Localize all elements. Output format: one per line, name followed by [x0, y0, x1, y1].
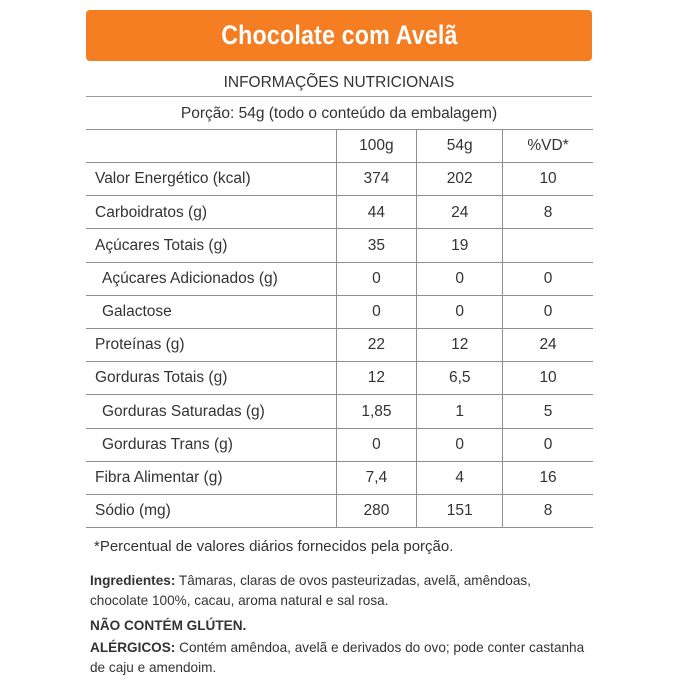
row-label: Gorduras Totais (g)	[86, 362, 336, 395]
value-54g: 12	[417, 328, 503, 361]
allergens-label: ALÉRGICOS:	[90, 640, 176, 655]
row-label: Galactose	[86, 295, 336, 328]
value-100g: 12	[336, 362, 417, 395]
portion-info: Porção: 54g (todo o conteúdo da embalagem)	[180, 105, 498, 122]
header-cell-vd: %VD*	[503, 130, 593, 163]
value-54g: 1	[417, 395, 503, 428]
value-54g: 19	[417, 229, 503, 262]
value-54g: 0	[417, 295, 503, 328]
value-100g: 0	[336, 428, 417, 461]
row-label: Fibra Alimentar (g)	[86, 461, 336, 494]
table-row	[86, 362, 593, 395]
ingredients-text	[90, 571, 590, 611]
table-row	[86, 395, 593, 428]
row-label: Gorduras Saturadas (g)	[86, 395, 336, 428]
product-title: Chocolate com Avelã	[220, 20, 458, 50]
table-row	[86, 295, 593, 328]
row-label: Proteínas (g)	[86, 328, 336, 361]
value-vd: 5	[503, 395, 593, 428]
allergens-list: Contém amêndoa, avelã e derivados do ovo; pode conter castanha de caju e amendoim.	[90, 640, 585, 675]
gluten-notice: NÃO CONTÉM GLÚTEN.	[90, 618, 247, 633]
value-100g: 280	[336, 494, 417, 527]
value-100g: 374	[336, 163, 417, 196]
value-vd: 0	[503, 262, 593, 295]
header-cell-label	[86, 130, 336, 163]
value-vd: 10	[503, 362, 593, 395]
value-100g: 0	[336, 295, 417, 328]
value-100g: 7,4	[336, 461, 417, 494]
table-row	[86, 196, 593, 229]
header-cell-54g: 54g	[417, 130, 503, 163]
value-vd: 8	[503, 196, 593, 229]
value-100g: 35	[336, 229, 417, 262]
value-54g: 151	[417, 494, 503, 527]
table-header-row	[86, 130, 593, 163]
table-row	[86, 229, 593, 262]
value-vd: 0	[503, 295, 593, 328]
value-54g: 4	[417, 461, 503, 494]
table-row	[86, 163, 593, 196]
value-100g: 44	[336, 196, 417, 229]
value-54g: 0	[417, 428, 503, 461]
value-54g: 202	[417, 163, 503, 196]
table-row	[86, 461, 593, 494]
value-100g: 1,85	[336, 395, 417, 428]
value-vd: 24	[503, 328, 593, 361]
row-label: Açúcares Totais (g)	[86, 229, 336, 262]
table-row	[86, 262, 593, 295]
header-cell-100g: 100g	[336, 130, 417, 163]
nutrition-heading: INFORMAÇÕES NUTRICIONAIS	[86, 70, 592, 97]
table-row	[86, 328, 593, 361]
row-label: Gorduras Trans (g)	[86, 428, 336, 461]
table-row	[86, 494, 593, 527]
ingredients-label: Ingredientes:	[90, 573, 176, 588]
value-54g: 0	[417, 262, 503, 295]
value-vd: 0	[503, 428, 593, 461]
row-label: Açúcares Adicionados (g)	[86, 262, 336, 295]
row-label: Sódio (mg)	[86, 494, 336, 527]
allergens-text	[90, 638, 590, 678]
row-label: Valor Energético (kcal)	[86, 163, 336, 196]
value-vd: 10	[503, 163, 593, 196]
ingredients-list: Tâmaras, claras de ovos pasteurizadas, avelã, amêndoas, chocolate 100%, cacau, aroma natural e sal rosa.	[90, 573, 532, 608]
title-banner	[86, 10, 592, 61]
value-54g: 24	[417, 196, 503, 229]
value-54g: 6,5	[417, 362, 503, 395]
value-vd: 16	[503, 461, 593, 494]
value-100g: 0	[336, 262, 417, 295]
value-vd	[503, 229, 593, 262]
nutrition-table	[86, 129, 593, 528]
value-vd: 8	[503, 494, 593, 527]
value-100g: 22	[336, 328, 417, 361]
table-row	[86, 428, 593, 461]
row-label: Carboidratos (g)	[86, 196, 336, 229]
daily-value-footnote: *Percentual de valores diários fornecidos pela porção.	[94, 538, 454, 555]
